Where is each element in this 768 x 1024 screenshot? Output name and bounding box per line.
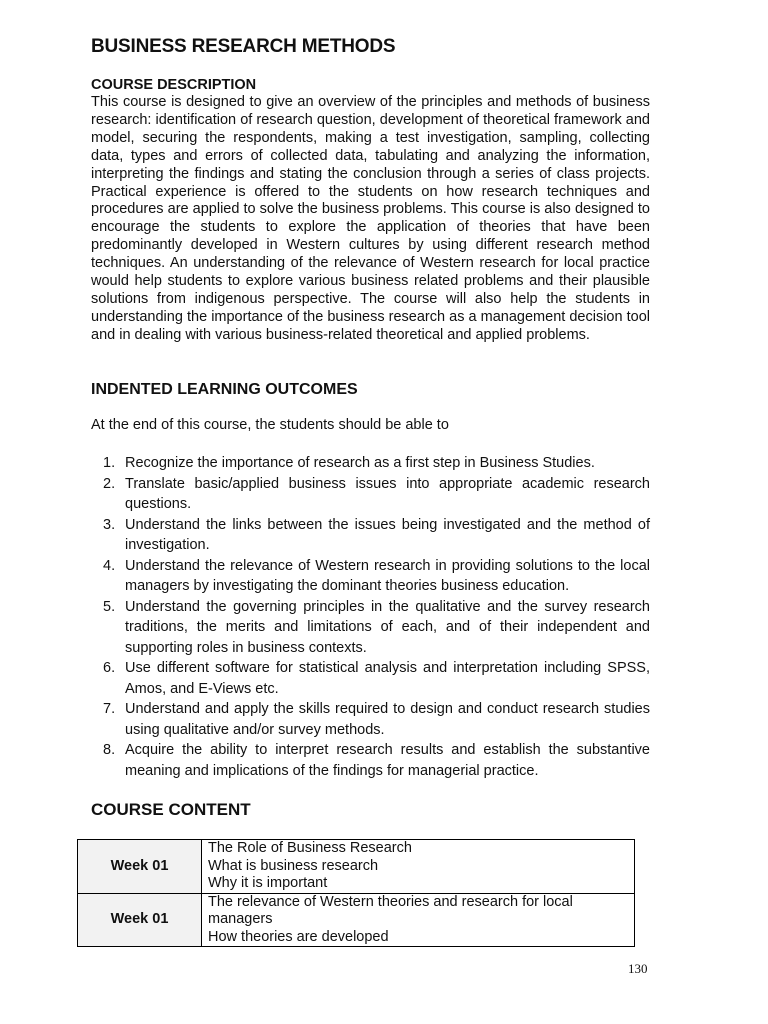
list-item (91, 515, 650, 556)
page-number: 130 (628, 961, 648, 976)
list-item-number: 8. (103, 742, 116, 758)
list-item-text: Use different software for statistical analysis and interpretation including SPSS, Amos, and E-Views etc. (125, 660, 650, 697)
week-label: Week 01 (78, 840, 202, 894)
topic-line: Why it is important (208, 875, 328, 891)
list-item-text: Understand the governing principles in the qualitative and the survey research traditions, the merits and limitations of each, and of their independent and supporting roles in business contexts. (125, 598, 650, 656)
list-item (91, 474, 650, 515)
course-description-text: This course is designed to give an overview of the principles and methods of business research: identification of research question, development of theoretical framework and model, securing the respondents, making a test investigation, sampling, collecting data, types and errors of collected data, tabulating and analyzing the information, interpreting the findings and stating the conclusion through a series of class projects. Practical experience is offered to the students on how research techniques and procedures are applied to solve the business problems. This course is also designed to encourage the students to explore the application of theories that have been predominantly developed in Western cultures by using different research method techniques. An understanding of the relevance of Western research for local practice would help students to explore various business related problems and their plausible solutions from indigenous perspective. The course will also help the students in understanding the importance of the business research as a management decision tool and in dealing with various business-related theoretical and applied problems. (91, 94, 650, 343)
list-item (91, 556, 650, 597)
table-row (78, 840, 635, 894)
list-item (91, 699, 650, 740)
week-topics (202, 893, 635, 947)
course-content-heading: COURSE CONTENT (91, 800, 251, 819)
list-item (91, 740, 650, 781)
list-item (91, 658, 650, 699)
topic-line: The Role of Business Research (208, 840, 412, 856)
course-description-heading: COURSE DESCRIPTION (91, 77, 257, 93)
list-item-number: 1. (103, 455, 116, 471)
topic-line: The relevance of Western theories and research for local managers (208, 893, 573, 927)
learning-outcomes-intro: At the end of this course, the students should be able to (91, 417, 449, 433)
list-item (91, 453, 650, 474)
list-item-number: 4. (103, 557, 116, 574)
list-item-text: Recognize the importance of research as a first step in Business Studies. (125, 455, 595, 471)
topic-line: What is business research (208, 857, 379, 874)
list-item-text: Understand the links between the issues being investigated and the method of investigation. (125, 516, 650, 553)
list-item-number: 7. (103, 701, 116, 717)
topic-line: How theories are developed (208, 928, 389, 945)
list-item-text: Translate basic/applied business issues into appropriate academic research questions. (125, 475, 650, 512)
course-content-table (77, 839, 635, 947)
list-item-text: Understand the relevance of Western research in providing solutions to the local managers by investigating the dominant theories business education. (125, 557, 650, 594)
list-item-number: 3. (103, 516, 116, 533)
list-item-number: 2. (103, 475, 116, 492)
list-item-number: 5. (103, 598, 116, 615)
list-item-number: 6. (103, 660, 116, 676)
learning-outcomes-heading: INDENTED LEARNING OUTCOMES (91, 381, 358, 398)
list-item (91, 597, 650, 659)
table-row (78, 893, 635, 947)
week-label: Week 01 (78, 893, 202, 947)
list-item-text: Acquire the ability to interpret research results and establish the substantive meaning and implications of the findings for managerial practice. (125, 742, 650, 779)
page-title: BUSINESS RESEARCH METHODS (91, 36, 396, 57)
learning-outcomes-list (91, 453, 650, 781)
week-topics (202, 840, 635, 894)
list-item-text: Understand and apply the skills required to design and conduct research studies using qualitative and/or survey methods. (125, 701, 650, 738)
